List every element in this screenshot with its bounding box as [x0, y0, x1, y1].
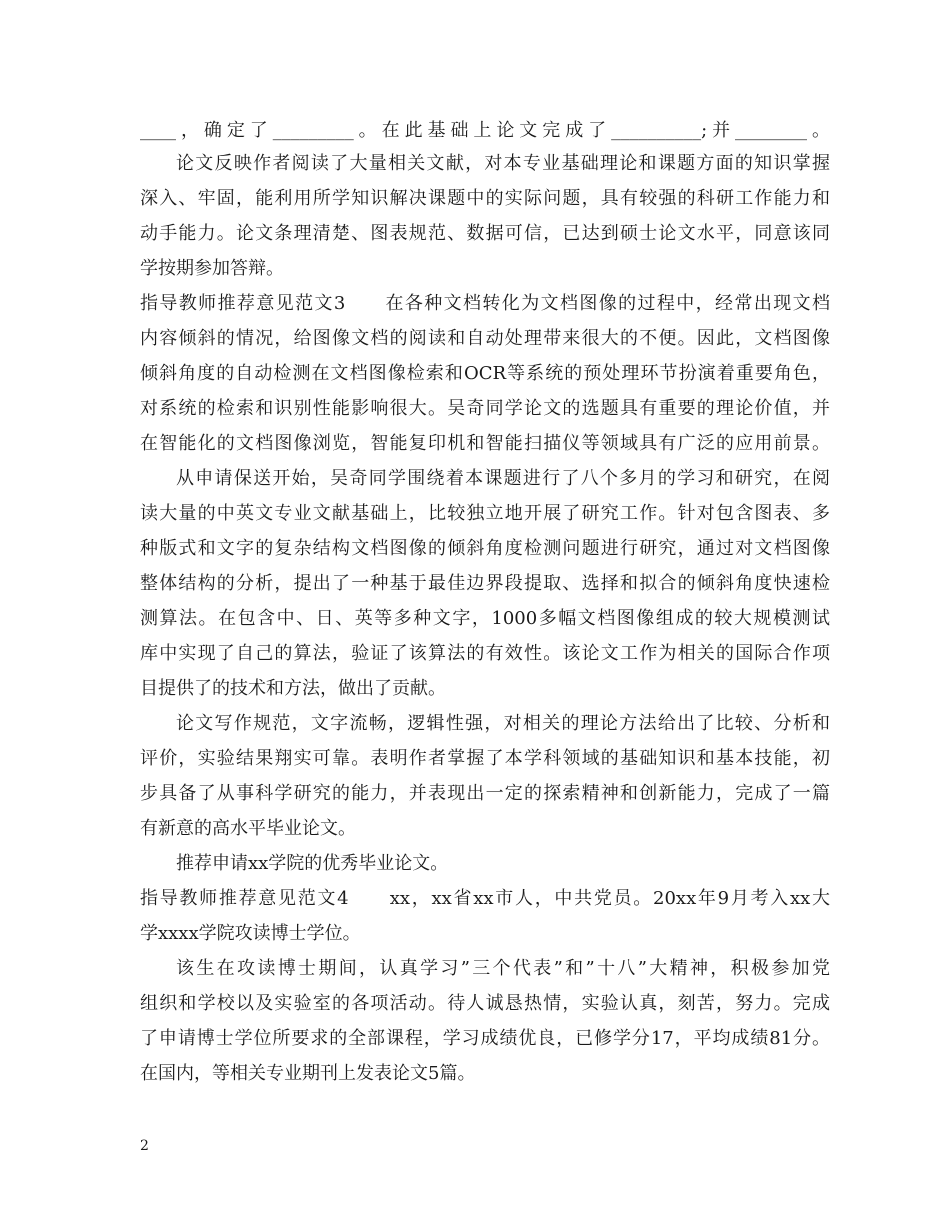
text-line: 深入、牢固，能利用所学知识解决课题中的实际问题，具有较强的科研工作能力和: [140, 188, 830, 209]
text-line: 论文反映作者阅读了大量相关文献，对本专业基础理论和课题方面的知识掌握: [176, 153, 830, 174]
text-line: 倾斜角度的自动检测在文档图像检索和OCR等系统的预处理环节扮演着重要角色，: [140, 363, 830, 384]
text-line: 在智能化的文档图像浏览，智能复印机和智能扫描仪等领域具有广泛的应用前景。: [140, 433, 830, 454]
text-line: 对系统的检索和识别性能影响很大。吴奇同学论文的选题具有重要的理论价值，并: [140, 398, 830, 419]
text-line: 了申请博士学位所要求的全部课程，学习成绩优良，已修学分17，平均成绩81分。: [140, 1028, 830, 1049]
text-line: 学按期参加答辩。: [140, 258, 284, 279]
text-line: 步具备了从事科学研究的能力，并表现出一定的探索精神和创新能力，完成了一篇: [140, 783, 830, 804]
text-line: 论文写作规范，文字流畅，逻辑性强，对相关的理论方法给出了比较、分析和: [176, 713, 830, 734]
text-line: 有新意的高水平毕业论文。: [140, 818, 356, 839]
text-line: 从申请保送开始，吴奇同学围绕着本课题进行了八个多月的学习和研究，在阅: [176, 468, 830, 489]
text-line: 读大量的中英文专业文献基础上，比较独立地开展了研究工作。针对包含图表、多: [140, 503, 830, 524]
text-line: ____，确定了_________。在此基础上论文完成了__________;并________。: [140, 120, 830, 141]
section-heading-line: 指导教师推荐意见范文4 xx，xx省xx市人，中共党员。20xx年9月考入xx大: [140, 888, 830, 909]
text-line: 库中实现了自己的算法，验证了该算法的有效性。该论文工作为相关的国际合作项: [140, 643, 830, 664]
page-number: 2: [140, 1138, 149, 1154]
text-line: 测算法。在包含中、日、英等多种文字，1000多幅文档图像组成的较大规模测试: [140, 608, 830, 629]
text-line: 推荐申请xx学院的优秀毕业论文。: [176, 853, 449, 874]
text-line: 学xxxx学院攻读博士学位。: [140, 923, 361, 944]
text-line: 种版式和文字的复杂结构文档图像的倾斜角度检测问题进行研究，通过对文档图像: [140, 538, 830, 559]
text-line: 该生在攻读博士期间，认真学习”三个代表”和”十八”大精神，积极参加党: [176, 958, 830, 979]
text-line: 目提供了的技术和方法，做出了贡献。: [140, 678, 446, 699]
section-heading-line: 指导教师推荐意见范文3 在各种文档转化为文档图像的过程中，经常出现文档: [140, 293, 830, 314]
text-line: 动手能力。论文条理清楚、图表规范、数据可信，已达到硕士论文水平，同意该同: [140, 223, 830, 244]
text-line: 整体结构的分析，提出了一种基于最佳边界段提取、选择和拟合的倾斜角度快速检: [140, 573, 830, 594]
text-line: 内容倾斜的情况，给图像文档的阅读和自动处理带来很大的不便。因此，文档图像: [140, 328, 830, 349]
text-line: 在国内，等相关专业期刊上发表论文5篇。: [140, 1063, 476, 1084]
text-line: 组织和学校以及实验室的各项活动。待人诚恳热情，实验认真，刻苦，努力。完成: [140, 993, 830, 1014]
text-line: 评价，实验结果翔实可靠。表明作者掌握了本学科领域的基础知识和基本技能，初: [140, 748, 830, 769]
